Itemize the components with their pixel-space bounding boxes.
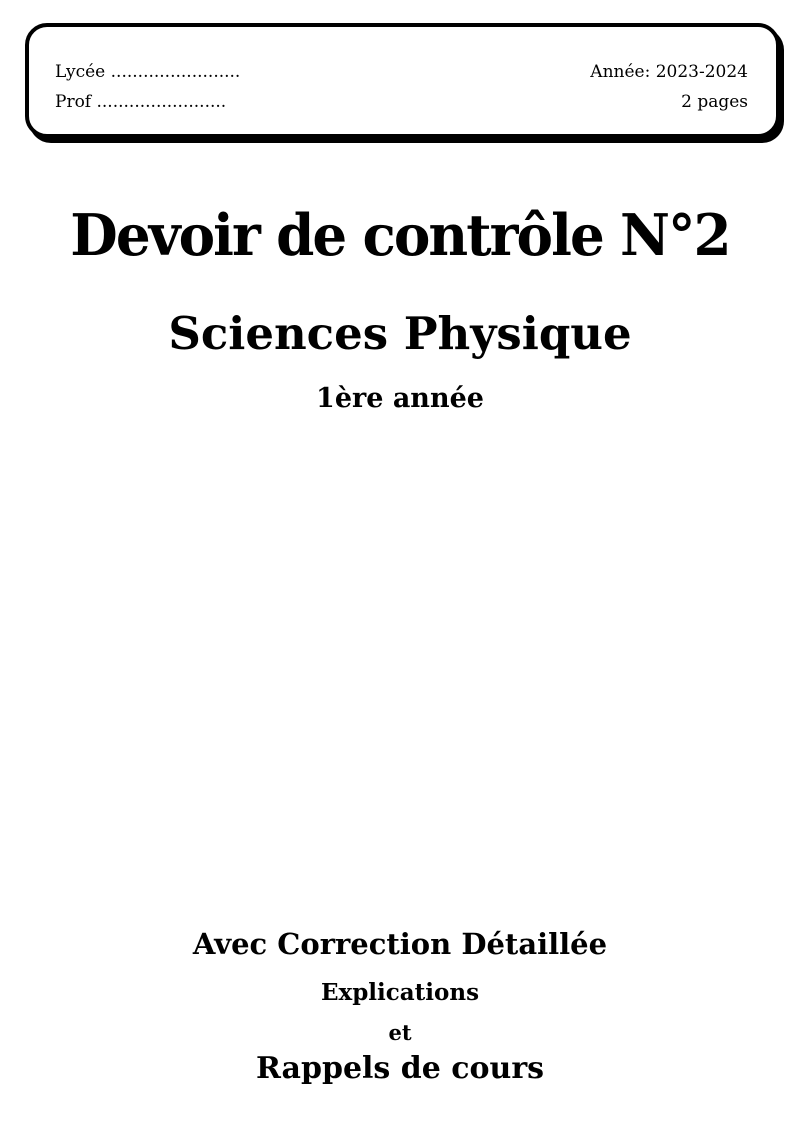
footer-et-line: et [388, 1020, 412, 1045]
header-info-box [25, 23, 780, 138]
footer-rappels-line: Rappels de cours [255, 1051, 545, 1086]
prof-fill-in-line: Prof ........................ [55, 92, 227, 112]
main-title: Devoir de contrôle N°2 [70, 202, 730, 269]
lycee-fill-in-line: Lycée ........................ [55, 62, 241, 82]
footer-correction-line: Avec Correction Détaillée [192, 927, 608, 961]
grade-level-title: 1ère année [316, 383, 484, 414]
subject-title: Sciences Physique [168, 307, 632, 360]
header-left-column [55, 57, 240, 134]
page-count-label: 2 pages [681, 92, 748, 112]
footer-explications-line: Explications [320, 979, 480, 1006]
school-year-label: Année: 2023-2024 [590, 62, 748, 82]
header-right-column [590, 57, 748, 134]
